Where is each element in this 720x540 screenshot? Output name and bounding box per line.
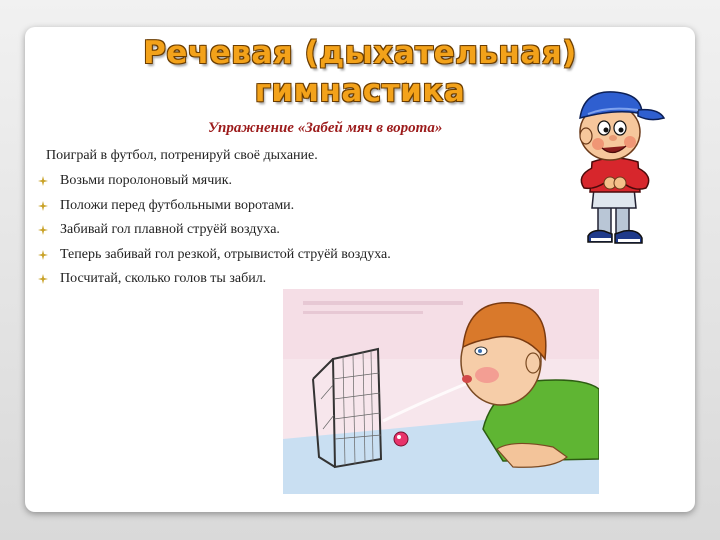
title-line-2: гимнастика [254,73,466,109]
list-item [38,221,391,246]
intro-text: Поиграй в футбол, потренируй своё дыхание. [46,148,318,163]
list-item [38,197,391,222]
list-item [38,246,391,271]
diamond-bullet-icon [38,197,60,211]
step-text: Положи перед футбольными воротами. [60,197,295,213]
diamond-bullet-icon [38,172,60,186]
diamond-bullet-icon [38,246,60,260]
step-text: Забивай гол плавной струёй воздуха. [60,222,280,237]
step-text: Возьми поролоновый мячик. [60,173,233,188]
exercise-subtitle: Упражнение «Забей мяч в ворота» [208,120,443,136]
diamond-bullet-icon [38,221,60,235]
step-text: Посчитай, сколько голов ты забил. [60,271,267,286]
list-item [38,172,391,197]
boy-blowing-ball-illustration [283,289,599,494]
diamond-bullet-icon [38,270,60,284]
steps-list [38,172,391,295]
cartoon-boy-icon [558,84,668,252]
step-text: Теперь забивай гол резкой, отрывистой струёй воздуха. [60,246,391,262]
title-line-1: Речевая (дыхательная) [143,35,577,71]
